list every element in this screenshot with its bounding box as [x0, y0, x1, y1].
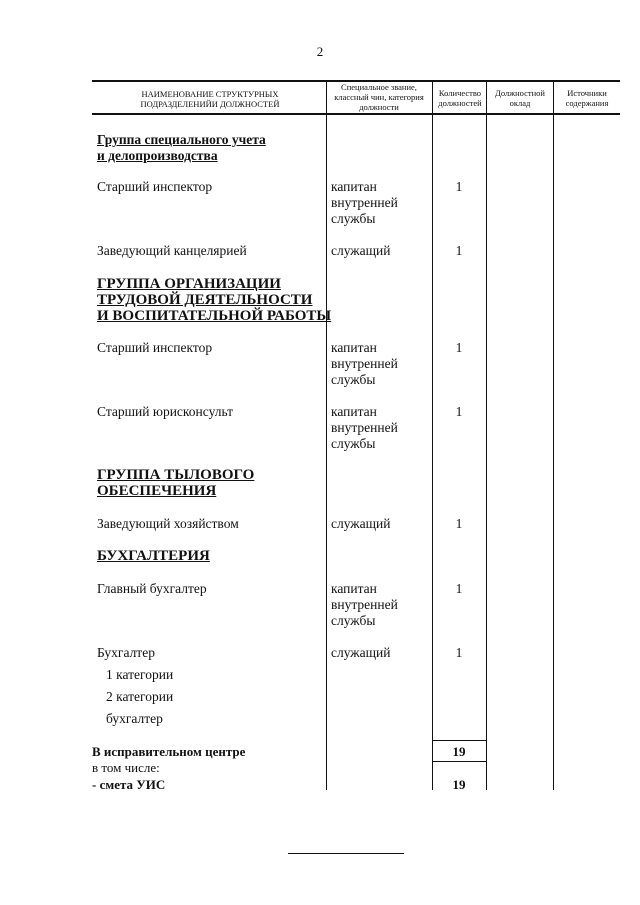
position-name: Бухгалтер: [97, 645, 155, 660]
rank-line: капитан: [331, 179, 377, 194]
group-title-line: и делопроизводства: [97, 148, 218, 163]
rank-line: службы: [331, 613, 376, 628]
position-rank: [331, 581, 398, 629]
rank-line: внутренней: [331, 356, 398, 371]
group-title-labor: [97, 276, 331, 324]
position-subcategory: 2 категории: [106, 689, 174, 704]
rank-line: служащий: [331, 243, 391, 258]
subtotal-value: 19: [452, 777, 466, 792]
rank-line: службы: [331, 436, 376, 451]
rank-line: внутренней: [331, 420, 398, 435]
group-title-records: [97, 132, 266, 164]
position-name: Главный бухгалтер: [97, 581, 207, 596]
position-rank: [331, 179, 398, 227]
position-count: 1: [455, 243, 463, 258]
position-name: Старший юрисконсульт: [97, 404, 234, 419]
header-bottom-rule: [92, 113, 620, 115]
position-count: 1: [455, 179, 463, 194]
footer-rule: [288, 853, 404, 854]
header-col-salary: Должностной оклад: [495, 88, 545, 108]
rank-line: капитан: [331, 581, 377, 596]
rank-line: капитан: [331, 404, 377, 419]
position-count: 1: [455, 645, 463, 660]
header-col-source: Источники содержания: [565, 88, 609, 108]
rank-line: внутренней: [331, 195, 398, 210]
rank-line: службы: [331, 211, 376, 226]
col-divider-4: [553, 80, 554, 790]
position-name: Заведующий канцелярией: [97, 243, 247, 258]
group-title-line: ТРУДОВОЙ ДЕЯТЕЛЬНОСТИ: [97, 292, 313, 308]
group-title-line: ГРУППА ТЫЛОВОГО: [97, 467, 255, 483]
total-box-mid: [432, 761, 486, 762]
position-rank: [331, 243, 390, 259]
group-title-line: Группа специального учета: [97, 132, 266, 147]
position-subcategory: 1 категории: [106, 667, 174, 682]
group-title-logistics: [97, 467, 254, 499]
total-box-top: [432, 740, 486, 741]
total-value: 19: [452, 744, 466, 759]
position-name: Старший инспектор: [97, 179, 213, 194]
position-count: 1: [455, 404, 463, 419]
position-rank: [331, 404, 398, 452]
position-count: 1: [455, 581, 463, 596]
position-rank: [331, 516, 390, 532]
position-count: 1: [455, 516, 463, 531]
header-col-rank: Специальное звание, классный чин, категория должности: [334, 82, 424, 112]
subtotal-label: - смета УИС: [92, 777, 166, 792]
rank-line: внутренней: [331, 597, 398, 612]
position-count: 1: [455, 340, 463, 355]
col-divider-1: [326, 80, 327, 790]
total-label: В исправительном центре: [92, 744, 246, 759]
group-title-line: ГРУППА ОРГАНИЗАЦИИ: [97, 276, 281, 292]
rank-line: служащий: [331, 645, 391, 660]
position-rank: [331, 340, 398, 388]
position-name: Заведующий хозяйством: [97, 516, 239, 531]
group-title-line: И ВОСПИТАТЕЛЬНОЙ РАБОТЫ: [97, 308, 332, 324]
col-divider-3: [486, 80, 487, 790]
group-title-accounting: [97, 548, 210, 564]
rank-line: капитан: [331, 340, 377, 355]
page-number: 2: [316, 44, 324, 59]
header-col-names: НАИМЕНОВАНИЕ СТРУКТУРНЫХ ПОДРАЗДЕЛЕНИЙИ ДОЛЖНОСТЕЙ: [140, 89, 280, 109]
rank-line: служащий: [331, 516, 391, 531]
group-title-line: БУХГАЛТЕРИЯ: [97, 548, 210, 564]
header-col-count: Количество должностей: [438, 88, 482, 108]
position-name: Старший инспектор: [97, 340, 213, 355]
position-subcategory: бухгалтер: [106, 711, 163, 726]
position-rank: [331, 645, 390, 661]
group-title-line: ОБЕСПЕЧЕНИЯ: [97, 483, 217, 499]
total-incl-label: в том числе:: [92, 760, 160, 775]
rank-line: службы: [331, 372, 376, 387]
